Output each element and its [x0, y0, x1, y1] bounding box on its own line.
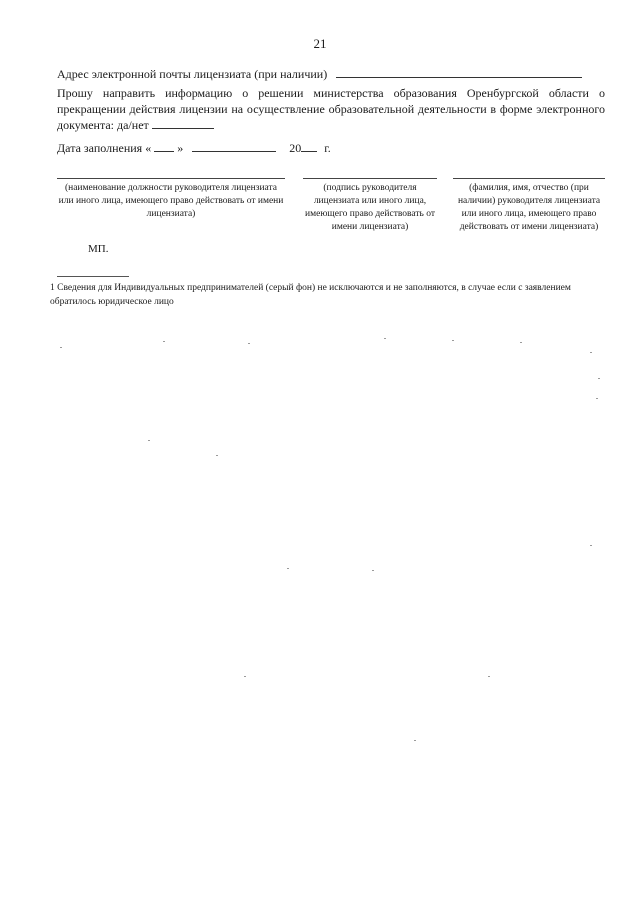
footnote-rule [57, 276, 129, 277]
year-field[interactable] [301, 141, 317, 152]
email-label: Адрес электронной почты лицензиата (при наличии) [57, 67, 328, 81]
stamp-label: МП. [88, 243, 109, 255]
day-field[interactable] [154, 141, 174, 152]
request-text: Прошу направить информацию о решении министерства образования Оренбургской области о прекращении действия лицензии на осуществление образовательной деятельности в форме электронного документа: да/нет [57, 86, 605, 132]
page-number: 21 [313, 36, 327, 51]
year-suffix: г. [324, 141, 331, 155]
date-close-quote: » [177, 141, 184, 155]
email-row [57, 66, 582, 82]
date-label: Дата заполнения « [57, 141, 152, 155]
position-caption: (наименование должности руководителя лицензиата или иного лица, имеющего право действовать от имени лицензиата) [58, 183, 284, 219]
date-row [57, 140, 331, 156]
position-signature-line[interactable] [57, 178, 285, 179]
request-paragraph [57, 85, 605, 133]
footnote-text: Сведения для Индивидуальных предпринимателей (серый фон) не исключаются и не заполняются, в случае если с заявлением обратилось юридическое лицо [50, 283, 571, 307]
yes-no-field[interactable] [152, 118, 214, 129]
footnote [50, 281, 598, 309]
full-name-caption: (фамилия, имя, отчество (при наличии) руководителя лицензиата или иного лица, имеющего право действовать от имени лицензиата) [457, 183, 601, 232]
signature-line[interactable] [303, 178, 437, 179]
year-prefix: 20 [289, 141, 302, 155]
full-name-line[interactable] [453, 178, 605, 179]
email-field[interactable] [336, 67, 582, 78]
signature-caption: (подпись руководителя лицензиата или иного лица, имеющего право действовать от имени лицензиата) [305, 183, 435, 232]
month-field[interactable] [192, 141, 276, 152]
footnote-marker: 1 [50, 283, 55, 293]
